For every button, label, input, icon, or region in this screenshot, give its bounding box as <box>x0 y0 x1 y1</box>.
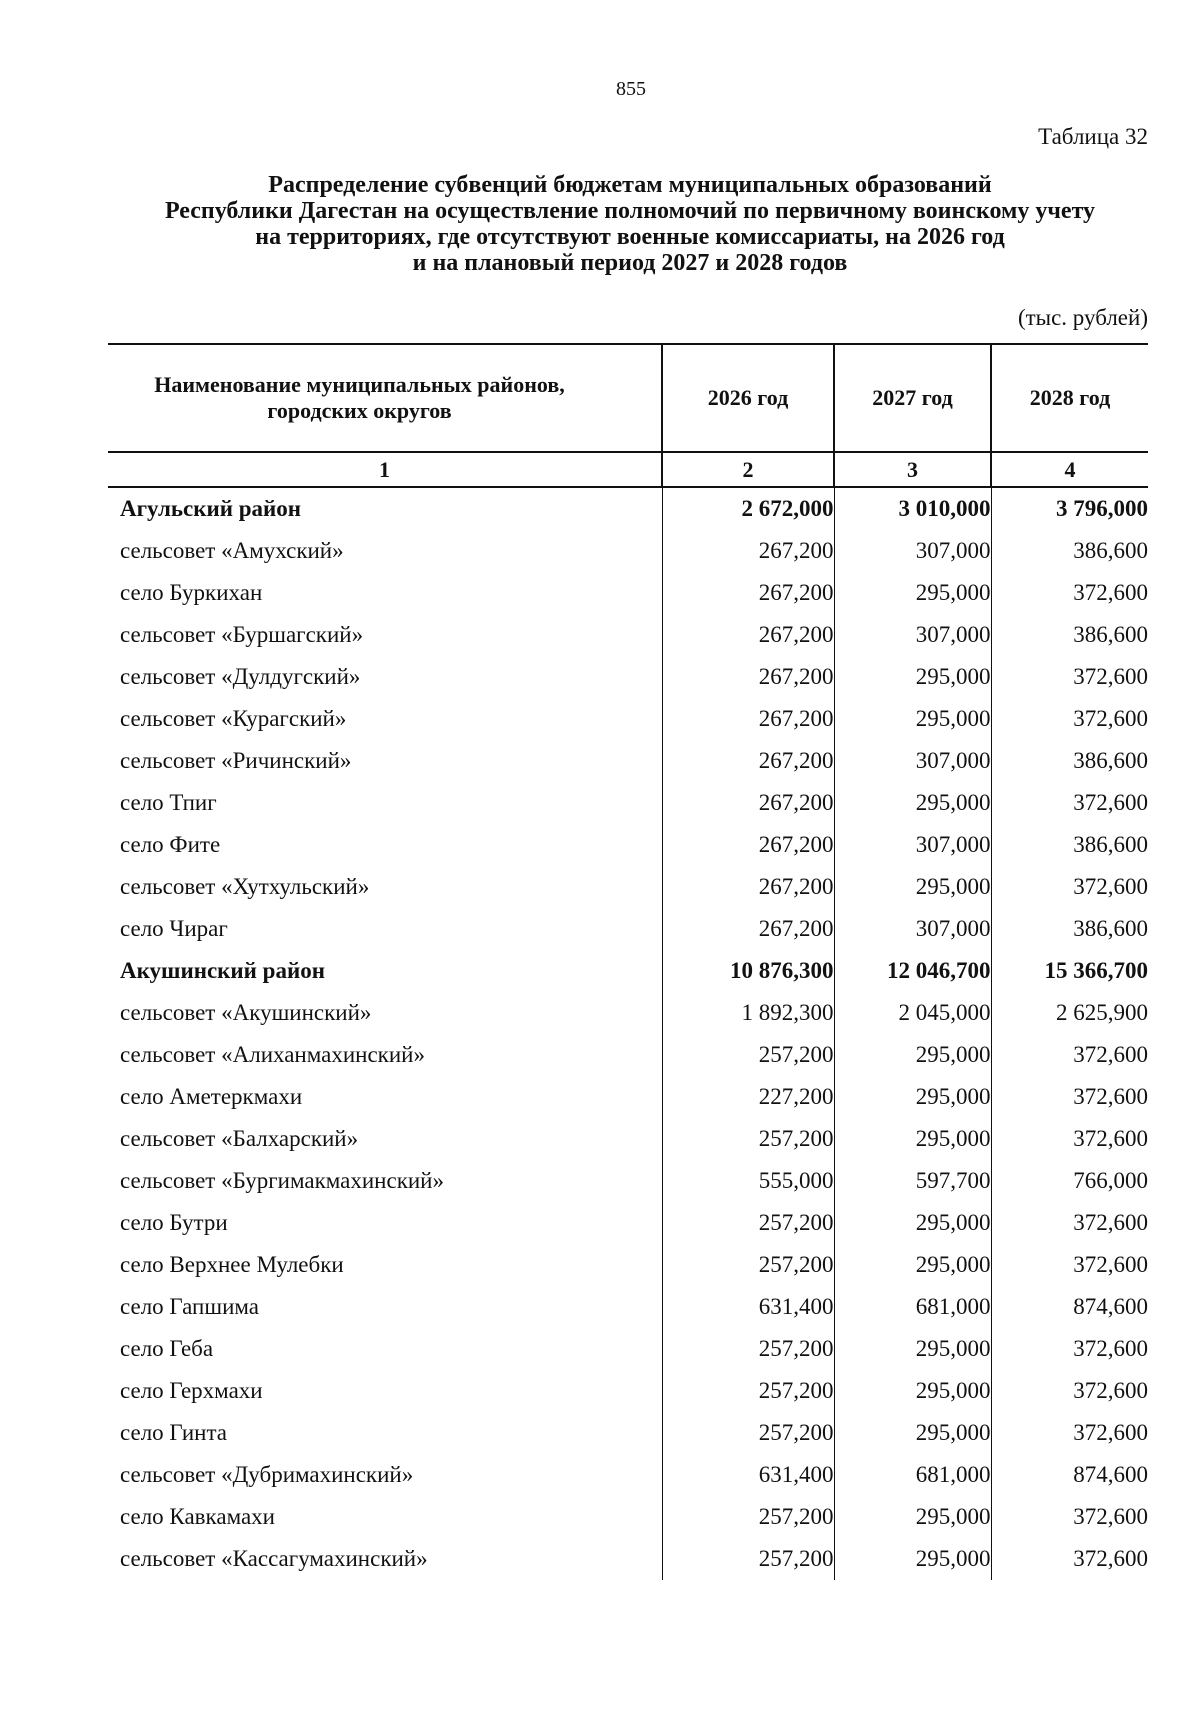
value-2026: 257,200 <box>662 1118 834 1160</box>
value-2026: 555,000 <box>662 1160 834 1202</box>
table-row <box>108 530 1148 572</box>
value-2026: 257,200 <box>662 1328 834 1370</box>
value-2028: 372,600 <box>991 1496 1148 1538</box>
row-name: сельсовет «Акушинский» <box>120 1000 372 1025</box>
title-line-1: Распределение субвенций бюджетам муниципальных образований <box>268 172 992 198</box>
value-2027: 307,000 <box>834 740 991 782</box>
value-2028: 372,600 <box>991 698 1148 740</box>
units-label: (тыс. рублей) <box>1017 305 1148 330</box>
value-2028: 874,600 <box>991 1454 1148 1496</box>
header-municipality-name <box>108 344 662 452</box>
value-2027: 3 010,000 <box>834 487 991 530</box>
row-name: сельсовет «Амухский» <box>120 538 344 563</box>
value-2026: 227,200 <box>662 1076 834 1118</box>
table-row <box>108 1286 1148 1328</box>
value-2026: 257,200 <box>662 1412 834 1454</box>
district-row <box>108 950 1148 992</box>
header-2027: 2027 год <box>834 344 991 452</box>
row-name: село Тпиг <box>120 790 217 815</box>
table-row <box>108 656 1148 698</box>
value-2026: 257,200 <box>662 1538 834 1580</box>
header-2028: 2028 год <box>991 344 1148 452</box>
value-2027: 681,000 <box>834 1454 991 1496</box>
value-2027: 681,000 <box>834 1286 991 1328</box>
value-2028: 372,600 <box>991 1328 1148 1370</box>
table-body <box>108 487 1148 1580</box>
title-line-3: на территориях, где отсутствуют военные комиссариаты, на 2026 год <box>255 224 1005 250</box>
row-name: сельсовет «Алиханмахинский» <box>120 1042 425 1067</box>
value-2028: 372,600 <box>991 866 1148 908</box>
value-2027: 295,000 <box>834 1244 991 1286</box>
value-2027: 295,000 <box>834 1412 991 1454</box>
row-name: село Бутри <box>120 1210 228 1235</box>
value-2026: 257,200 <box>662 1202 834 1244</box>
column-number-1: 1 <box>108 452 662 487</box>
row-name: село Буркихан <box>120 580 263 605</box>
value-2026: 257,200 <box>662 1034 834 1076</box>
value-2028: 3 796,000 <box>991 487 1148 530</box>
value-2026: 257,200 <box>662 1496 834 1538</box>
table-row <box>108 1412 1148 1454</box>
table-row <box>108 908 1148 950</box>
value-2027: 307,000 <box>834 824 991 866</box>
row-name: сельсовет «Балхарский» <box>120 1126 359 1151</box>
district-row <box>108 487 1148 530</box>
value-2026: 631,400 <box>662 1454 834 1496</box>
header-2026: 2026 год <box>662 344 834 452</box>
table-row <box>108 1244 1148 1286</box>
value-2027: 295,000 <box>834 1076 991 1118</box>
table-row <box>108 1118 1148 1160</box>
table-row <box>108 1034 1148 1076</box>
table-row <box>108 1454 1148 1496</box>
table-row <box>108 1370 1148 1412</box>
row-name: село Кавкамахи <box>120 1504 275 1529</box>
value-2026: 267,200 <box>662 614 834 656</box>
subvention-table <box>108 343 1148 1580</box>
header-name-line-1: Наименование муниципальных районов, <box>154 372 565 397</box>
row-name: село Геба <box>120 1336 214 1361</box>
value-2028: 766,000 <box>991 1160 1148 1202</box>
value-2028: 372,600 <box>991 1076 1148 1118</box>
value-2026: 267,200 <box>662 908 834 950</box>
row-name: сельсовет «Буршагский» <box>120 622 364 647</box>
value-2027: 307,000 <box>834 614 991 656</box>
row-name: село Аметеркмахи <box>120 1084 303 1109</box>
value-2028: 372,600 <box>991 1202 1148 1244</box>
row-name: сельсовет «Хутхульский» <box>120 874 370 899</box>
column-number-2: 2 <box>662 452 834 487</box>
value-2028: 372,600 <box>991 1370 1148 1412</box>
value-2028: 386,600 <box>991 740 1148 782</box>
row-name: село Фите <box>120 832 221 857</box>
table-row <box>108 1076 1148 1118</box>
value-2028: 372,600 <box>991 1538 1148 1580</box>
table-row <box>108 698 1148 740</box>
value-2028: 386,600 <box>991 908 1148 950</box>
value-2027: 307,000 <box>834 908 991 950</box>
value-2026: 1 892,300 <box>662 992 834 1034</box>
value-2028: 874,600 <box>991 1286 1148 1328</box>
value-2026: 10 876,300 <box>662 950 834 992</box>
value-2028: 372,600 <box>991 1244 1148 1286</box>
table-row <box>108 782 1148 824</box>
row-name: сельсовет «Дубримахинский» <box>120 1462 414 1487</box>
title-line-2: Республики Дагестан на осуществление полномочий по первичному воинскому учету <box>164 198 1096 224</box>
value-2027: 2 045,000 <box>834 992 991 1034</box>
row-name: село Верхнее Мулебки <box>120 1252 344 1277</box>
row-name: сельсовет «Бургимакмахинский» <box>120 1168 444 1193</box>
row-name: сельсовет «Ричинский» <box>120 748 352 773</box>
row-name: село Герхмахи <box>120 1378 263 1403</box>
value-2027: 295,000 <box>834 1538 991 1580</box>
column-number-row <box>108 452 1148 487</box>
value-2028: 372,600 <box>991 1118 1148 1160</box>
value-2027: 295,000 <box>834 782 991 824</box>
value-2028: 386,600 <box>991 530 1148 572</box>
row-name: село Гапшима <box>120 1294 259 1319</box>
value-2027: 295,000 <box>834 1496 991 1538</box>
row-name: село Чираг <box>120 916 228 941</box>
value-2027: 307,000 <box>834 530 991 572</box>
value-2027: 295,000 <box>834 1034 991 1076</box>
value-2026: 267,200 <box>662 572 834 614</box>
value-2028: 372,600 <box>991 782 1148 824</box>
row-name: сельсовет «Курагский» <box>120 706 347 731</box>
value-2028: 2 625,900 <box>991 992 1148 1034</box>
table-row <box>108 1538 1148 1580</box>
value-2026: 267,200 <box>662 530 834 572</box>
value-2026: 267,200 <box>662 740 834 782</box>
value-2028: 372,600 <box>991 656 1148 698</box>
row-name: сельсовет «Кассагумахинский» <box>120 1546 428 1571</box>
page-number: 855 <box>616 78 646 100</box>
value-2027: 12 046,700 <box>834 950 991 992</box>
row-name: сельсовет «Дулдугский» <box>120 664 361 689</box>
table-row <box>108 824 1148 866</box>
column-number-3: 3 <box>834 452 991 487</box>
table-row <box>108 992 1148 1034</box>
value-2026: 257,200 <box>662 1370 834 1412</box>
value-2028: 372,600 <box>991 1412 1148 1454</box>
table-label: Таблица 32 <box>1038 124 1148 149</box>
value-2026: 267,200 <box>662 824 834 866</box>
value-2027: 295,000 <box>834 1370 991 1412</box>
value-2028: 372,600 <box>991 572 1148 614</box>
value-2026: 2 672,000 <box>662 487 834 530</box>
table-row <box>108 866 1148 908</box>
value-2027: 295,000 <box>834 656 991 698</box>
value-2027: 295,000 <box>834 866 991 908</box>
value-2027: 295,000 <box>834 698 991 740</box>
value-2026: 267,200 <box>662 782 834 824</box>
value-2026: 267,200 <box>662 698 834 740</box>
value-2026: 257,200 <box>662 1244 834 1286</box>
value-2028: 15 366,700 <box>991 950 1148 992</box>
value-2027: 597,700 <box>834 1160 991 1202</box>
row-name: Акушинский район <box>120 958 325 983</box>
row-name: село Гинта <box>120 1420 228 1445</box>
value-2026: 267,200 <box>662 656 834 698</box>
table-row <box>108 1328 1148 1370</box>
value-2026: 267,200 <box>662 866 834 908</box>
header-name-line-2: городских округов <box>267 398 452 423</box>
table-header-row <box>108 344 1148 452</box>
value-2028: 372,600 <box>991 1034 1148 1076</box>
value-2027: 295,000 <box>834 1118 991 1160</box>
value-2027: 295,000 <box>834 1202 991 1244</box>
value-2027: 295,000 <box>834 1328 991 1370</box>
value-2028: 386,600 <box>991 614 1148 656</box>
table-row <box>108 572 1148 614</box>
value-2026: 631,400 <box>662 1286 834 1328</box>
table-row <box>108 614 1148 656</box>
table-row <box>108 1202 1148 1244</box>
title-line-4: и на плановый период 2027 и 2028 годов <box>412 250 848 276</box>
column-number-4: 4 <box>991 452 1148 487</box>
table-row <box>108 1496 1148 1538</box>
value-2027: 295,000 <box>834 572 991 614</box>
row-name: Агульский район <box>120 496 302 521</box>
value-2028: 386,600 <box>991 824 1148 866</box>
document-title <box>100 172 1160 276</box>
table-row <box>108 740 1148 782</box>
table-row <box>108 1160 1148 1202</box>
